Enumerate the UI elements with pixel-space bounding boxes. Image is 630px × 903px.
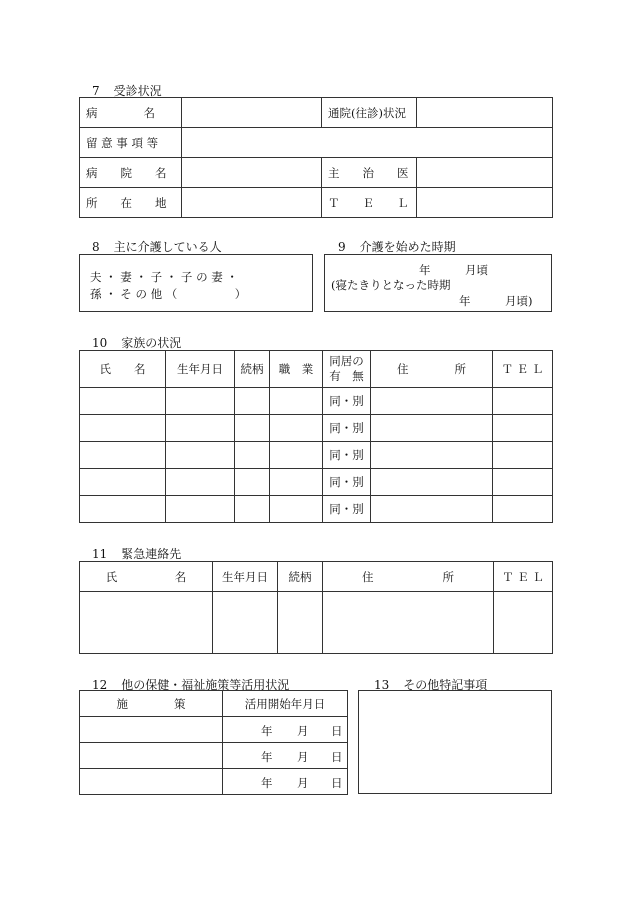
family-table: [79, 350, 553, 523]
family-tel-cell[interactable]: [493, 496, 553, 523]
emergency-header-name: 氏 名: [80, 562, 213, 592]
family-address-cell[interactable]: [371, 415, 493, 442]
family-occupation-cell[interactable]: [270, 442, 323, 469]
emergency-name-cell[interactable]: [80, 592, 213, 654]
table-row: [80, 496, 553, 523]
welfare-policy-cell[interactable]: [80, 769, 223, 795]
emergency-relation-cell[interactable]: [278, 592, 323, 654]
day-label: 日: [331, 775, 343, 790]
hospital-field[interactable]: [182, 158, 322, 188]
family-relation-cell[interactable]: [235, 442, 270, 469]
cohabit-option[interactable]: 同・別: [323, 442, 371, 469]
month-label: 月: [297, 723, 309, 738]
visit-status-field[interactable]: [417, 98, 553, 128]
month-label: 月: [297, 775, 309, 790]
section-title: その他特記事項: [403, 678, 488, 692]
family-occupation-cell[interactable]: [270, 469, 323, 496]
welfare-header-start-date: 活用開始年月日: [223, 691, 348, 717]
section-8-heading: [92, 238, 222, 255]
address-field[interactable]: [182, 188, 322, 218]
section-number: 10: [92, 336, 108, 350]
section-9-heading: [338, 238, 456, 255]
family-birth-cell[interactable]: [166, 496, 235, 523]
family-name-cell[interactable]: [80, 388, 166, 415]
family-name-cell[interactable]: [80, 469, 166, 496]
care-start-date: 年 月頃: [419, 263, 488, 277]
family-relation-cell[interactable]: [235, 388, 270, 415]
welfare-date-cell[interactable]: [223, 717, 348, 743]
year-label: 年: [261, 723, 273, 738]
day-label: 日: [331, 723, 343, 738]
family-name-cell[interactable]: [80, 442, 166, 469]
hospital-label: 病 院 名: [80, 158, 182, 188]
family-name-cell[interactable]: [80, 496, 166, 523]
family-header-occupation: 職 業: [270, 351, 323, 388]
family-header-cohabiting: [323, 351, 371, 388]
family-address-cell[interactable]: [371, 496, 493, 523]
cohabit-option[interactable]: 同・別: [323, 415, 371, 442]
caregiver-box[interactable]: [79, 254, 313, 312]
section-10-heading: [92, 334, 181, 351]
consultation-table: [79, 97, 553, 218]
section-title: 主に介護している人: [113, 240, 222, 254]
doctor-label: 主 治 医: [322, 158, 417, 188]
family-relation-cell[interactable]: [235, 469, 270, 496]
bedridden-date: 年 月頃): [459, 294, 533, 308]
emergency-address-cell[interactable]: [323, 592, 494, 654]
emergency-birth-cell[interactable]: [213, 592, 278, 654]
table-row: [80, 743, 348, 769]
table-row: [80, 769, 348, 795]
table-row: [80, 717, 348, 743]
family-tel-cell[interactable]: [493, 388, 553, 415]
welfare-policy-cell[interactable]: [80, 743, 223, 769]
section-title: 受診状況: [113, 84, 162, 98]
cohabiting-line1: 同居の: [329, 354, 364, 368]
caregiver-options-line1: 夫 ・ 妻 ・ 子 ・ 子 の 妻 ・: [90, 270, 238, 284]
section-title: 介護を始めた時期: [359, 240, 456, 254]
cohabit-option[interactable]: 同・別: [323, 388, 371, 415]
tel-label: Ｔ Ｅ Ｌ: [322, 188, 417, 218]
visit-status-label: 通院(往診)状況: [322, 98, 417, 128]
family-address-cell[interactable]: [371, 469, 493, 496]
cohabiting-line2: 有 無: [329, 369, 364, 383]
family-header-tel: Ｔ Ｅ Ｌ: [493, 351, 553, 388]
family-header-relation: 続柄: [235, 351, 270, 388]
family-address-cell[interactable]: [371, 388, 493, 415]
family-header-address: 住 所: [371, 351, 493, 388]
section-title: 緊急連絡先: [121, 547, 182, 561]
notes-field[interactable]: [182, 128, 553, 158]
section-number: 9: [338, 240, 346, 254]
table-row: [80, 469, 553, 496]
cohabit-option[interactable]: 同・別: [323, 469, 371, 496]
welfare-header-policy: 施 策: [80, 691, 223, 717]
section-number: 13: [374, 678, 390, 692]
emergency-contact-table: [79, 561, 553, 654]
family-birth-cell[interactable]: [166, 388, 235, 415]
welfare-date-cell[interactable]: [223, 743, 348, 769]
emergency-header-relation: 続柄: [278, 562, 323, 592]
cohabit-option[interactable]: 同・別: [323, 496, 371, 523]
section-number: 7: [92, 84, 100, 98]
day-label: 日: [331, 749, 343, 764]
bedridden-label: (寝たきりとなった時期: [331, 278, 451, 292]
emergency-header-tel: Ｔ Ｅ Ｌ: [494, 562, 553, 592]
doctor-field[interactable]: [417, 158, 553, 188]
address-label: 所 在 地: [80, 188, 182, 218]
welfare-date-cell[interactable]: [223, 769, 348, 795]
section-number: 12: [92, 678, 108, 692]
family-relation-cell[interactable]: [235, 496, 270, 523]
caregiver-options-line2: 孫 ・ そ の 他 （ ）: [90, 287, 247, 301]
welfare-services-table: [79, 690, 348, 795]
family-tel-cell[interactable]: [493, 415, 553, 442]
family-tel-cell[interactable]: [493, 442, 553, 469]
family-occupation-cell[interactable]: [270, 415, 323, 442]
table-row: [80, 388, 553, 415]
year-label: 年: [261, 749, 273, 764]
tel-field[interactable]: [417, 188, 553, 218]
disease-field[interactable]: [182, 98, 322, 128]
family-relation-cell[interactable]: [235, 415, 270, 442]
section-title: 家族の状況: [121, 336, 182, 350]
family-birth-cell[interactable]: [166, 442, 235, 469]
section-number: 8: [92, 240, 100, 254]
table-row: [80, 442, 553, 469]
welfare-policy-cell[interactable]: [80, 717, 223, 743]
family-birth-cell[interactable]: [166, 415, 235, 442]
family-occupation-cell[interactable]: [270, 388, 323, 415]
notes-label: 留 意 事 項 等: [80, 128, 182, 158]
special-notes-box[interactable]: [358, 690, 552, 794]
emergency-header-birthdate: 生年月日: [213, 562, 278, 592]
family-occupation-cell[interactable]: [270, 496, 323, 523]
table-row: [80, 415, 553, 442]
table-row: [80, 592, 553, 654]
care-start-box[interactable]: [324, 254, 552, 312]
month-label: 月: [297, 749, 309, 764]
emergency-tel-cell[interactable]: [494, 592, 553, 654]
disease-label: 病 名: [80, 98, 182, 128]
section-title: 他の保健・福祉施策等活用状況: [121, 678, 290, 692]
section-number: 11: [92, 547, 108, 561]
section-11-heading: [92, 545, 181, 562]
emergency-header-address: 住 所: [323, 562, 494, 592]
family-header-birthdate: 生年月日: [166, 351, 235, 388]
year-label: 年: [261, 775, 273, 790]
family-address-cell[interactable]: [371, 442, 493, 469]
family-tel-cell[interactable]: [493, 469, 553, 496]
family-header-name: 氏 名: [80, 351, 166, 388]
family-birth-cell[interactable]: [166, 469, 235, 496]
family-name-cell[interactable]: [80, 415, 166, 442]
